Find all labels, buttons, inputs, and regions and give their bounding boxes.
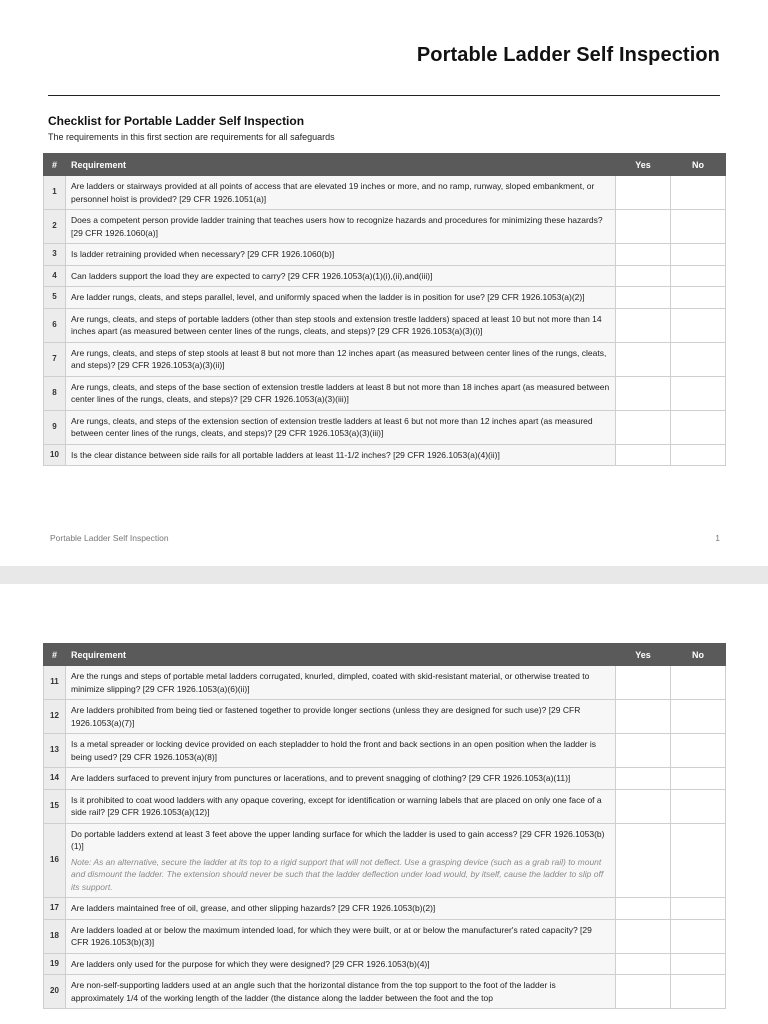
- requirement-text: Are ladder rungs, cleats, and steps parallel, level, and uniformly spaced when the ladder is in position for use? [29 CFR 1926.1053(a)(2)]: [71, 292, 585, 302]
- requirement-cell: [66, 666, 616, 700]
- no-cell[interactable]: [671, 666, 726, 700]
- requirement-cell: [66, 265, 616, 287]
- yes-cell[interactable]: [616, 210, 671, 244]
- no-cell[interactable]: [671, 768, 726, 790]
- table-header-row: [44, 154, 726, 176]
- table-row: [44, 308, 726, 342]
- requirement-cell: [66, 210, 616, 244]
- header-number: #: [44, 154, 66, 176]
- requirement-text: Are ladders prohibited from being tied or fastened together to provide longer sections (unless they are designed for such use)? [29 CFR 1926.1053(a)(7)]: [71, 705, 581, 728]
- row-number: 15: [44, 789, 66, 823]
- header-requirement: Requirement: [66, 154, 616, 176]
- table-row: [44, 176, 726, 210]
- yes-cell[interactable]: [616, 789, 671, 823]
- table-row: [44, 975, 726, 1009]
- table-row: [44, 342, 726, 376]
- footer-page-number: 1: [715, 533, 720, 543]
- no-cell[interactable]: [671, 176, 726, 210]
- row-number: 3: [44, 244, 66, 266]
- no-cell[interactable]: [671, 734, 726, 768]
- requirements-table-1: [43, 153, 726, 466]
- table-row: [44, 700, 726, 734]
- yes-cell[interactable]: [616, 975, 671, 1009]
- header-number: #: [44, 644, 66, 666]
- no-cell[interactable]: [671, 342, 726, 376]
- row-number: 8: [44, 376, 66, 410]
- no-cell[interactable]: [671, 308, 726, 342]
- requirement-cell: [66, 919, 616, 953]
- no-cell[interactable]: [671, 898, 726, 920]
- requirement-text: Can ladders support the load they are expected to carry? [29 CFR 1926.1053(a)(1)(i),(ii),and(iii)]: [71, 270, 433, 281]
- row-number: 18: [44, 919, 66, 953]
- no-cell[interactable]: [671, 789, 726, 823]
- no-cell[interactable]: [671, 919, 726, 953]
- header-requirement: Requirement: [66, 644, 616, 666]
- requirement-cell: [66, 823, 616, 898]
- requirement-text: Are rungs, cleats, and steps of the extension section of extension trestle ladders at least 6 but not more than 12 inches apart (as measured between center lines of the rungs, cleats, and steps)? [29 CFR 1926.1053(a)(3)(iii)]: [71, 415, 593, 438]
- table-row: [44, 898, 726, 920]
- requirements-table-2: [43, 643, 726, 1009]
- requirement-text: Are the rungs and steps of portable metal ladders corrugated, knurled, dimpled, coated with skid-resistant material, or otherwise treated to minimize slipping? [29 CFR 1926.1053(a)(6)(ii)]: [71, 671, 590, 694]
- table-row: [44, 768, 726, 790]
- table-row: [44, 210, 726, 244]
- no-cell[interactable]: [671, 975, 726, 1009]
- requirement-text: Are non-self-supporting ladders used at an angle such that the horizontal distance from the top support to the foot of the ladder is approximately 1/4 of the working length of the ladder (the distance along the ladder between the foot and the top: [71, 980, 556, 1003]
- yes-cell[interactable]: [616, 919, 671, 953]
- requirement-text: Are ladders maintained free of oil, grease, and other slipping hazards? [29 CFR 1926.1053(b)(2)]: [71, 903, 436, 913]
- table-row: [44, 789, 726, 823]
- table-row: [44, 444, 726, 466]
- yes-cell[interactable]: [616, 953, 671, 975]
- yes-cell[interactable]: [616, 666, 671, 700]
- row-number: 11: [44, 666, 66, 700]
- yes-cell[interactable]: [616, 410, 671, 444]
- yes-cell[interactable]: [616, 898, 671, 920]
- requirement-cell: [66, 768, 616, 790]
- requirement-text: Are rungs, cleats, and steps of step stools at least 8 but not more than 12 inches apart (as measured between center lines of the rungs, cleats, and steps)? [29 CFR 1926.1053(a)(3)(ii)]: [71, 347, 607, 370]
- yes-cell[interactable]: [616, 768, 671, 790]
- requirement-cell: [66, 975, 616, 1009]
- yes-cell[interactable]: [616, 734, 671, 768]
- requirement-text: Are ladders or stairways provided at all points of access that are elevated 19 inches or more, and no ramp, runway, sloped embankment, or personnel hoist is provided? [29 CFR 1926.1051(a)]: [71, 181, 595, 204]
- no-cell[interactable]: [671, 953, 726, 975]
- footer-document-name: Portable Ladder Self Inspection: [50, 533, 169, 543]
- header-no: No: [671, 154, 726, 176]
- requirement-text: Do portable ladders extend at least 3 feet above the upper landing surface for which the ladder is used to gain access? [29 CFR 1926.1053(b)(1)]: [71, 828, 605, 851]
- table-row: [44, 265, 726, 287]
- yes-cell[interactable]: [616, 376, 671, 410]
- no-cell[interactable]: [671, 444, 726, 466]
- table-row: [44, 287, 726, 309]
- row-number: 1: [44, 176, 66, 210]
- requirement-text: Is the clear distance between side rails for all portable ladders at least 11-1/2 inches? [29 CFR 1926.1053(a)(4)(ii)]: [71, 449, 500, 460]
- row-number: 16: [44, 823, 66, 898]
- page-2: [0, 584, 768, 1024]
- requirement-text: Are rungs, cleats, and steps of the base section of extension trestle ladders at least 8 but not more than 18 inches apart (as measured between center lines of the rungs, cleats, and steps)? [29 CFR 1926.1053(a)(3)(iii)]: [71, 381, 610, 404]
- row-number: 7: [44, 342, 66, 376]
- requirement-note: Note: As an alternative, secure the ladder at its top to a rigid support that will not deflect. Use a grasping device (such as a grab rail) to mount and dismount the ladder. The extension should never be such that the ladder deflection under load would, by itself, cause the ladder to slip off its support.: [71, 856, 604, 892]
- requirement-text: Is ladder retraining provided when necessary? [29 CFR 1926.1060(b)]: [71, 249, 335, 259]
- table-row: [44, 666, 726, 700]
- row-number: 4: [44, 265, 66, 287]
- row-number: 10: [44, 444, 66, 466]
- table-row: [44, 410, 726, 444]
- table-row: [44, 376, 726, 410]
- table-row: [44, 823, 726, 898]
- yes-cell[interactable]: [616, 342, 671, 376]
- header-no: No: [671, 644, 726, 666]
- checklist-subheading: The requirements in this first section are requirements for all safeguards: [48, 132, 335, 142]
- row-number: 2: [44, 210, 66, 244]
- requirement-text: Is a metal spreader or locking device provided on each stepladder to hold the front and back sections in an open position when the ladder is being used? [29 CFR 1926.1053(a)(8)]: [71, 739, 596, 762]
- row-number: 6: [44, 308, 66, 342]
- row-number: 5: [44, 287, 66, 309]
- title-divider: [48, 95, 720, 96]
- row-number: 9: [44, 410, 66, 444]
- header-yes: Yes: [616, 644, 671, 666]
- header-yes: Yes: [616, 154, 671, 176]
- requirement-text: Are ladders loaded at or below the maximum intended load, for which they were built, or at or below the manufacturer's rated capacity? [29 CFR 1926.1053(b)(3)]: [71, 924, 592, 947]
- requirement-text: Are rungs, cleats, and steps of portable ladders (other than step stools and extension trestle ladders) spaced at least 10 but not more than 14 inches apart (as measured between center lines of the rungs, cleats, and steps)? [29 CFR 1926.1053(a)(3)(i)]: [71, 313, 602, 336]
- yes-cell[interactable]: [616, 287, 671, 309]
- requirement-cell: [66, 734, 616, 768]
- requirement-text: Does a competent person provide ladder training that teaches users how to recognize hazards and procedures for minimizing these hazards? [29 CFR 1926.1060(a)]: [71, 215, 603, 238]
- yes-cell[interactable]: [616, 244, 671, 266]
- table-header-row: [44, 644, 726, 666]
- yes-cell[interactable]: [616, 823, 671, 898]
- table-row: [44, 919, 726, 953]
- row-number: 12: [44, 700, 66, 734]
- requirement-cell: [66, 898, 616, 920]
- checklist-heading: Checklist for Portable Ladder Self Inspection: [48, 114, 305, 128]
- row-number: 20: [44, 975, 66, 1009]
- yes-cell[interactable]: [616, 700, 671, 734]
- requirement-cell: [66, 444, 616, 466]
- document-title: Portable Ladder Self Inspection: [416, 44, 720, 66]
- no-cell[interactable]: [671, 287, 726, 309]
- requirement-cell: [66, 342, 616, 376]
- requirement-cell: [66, 789, 616, 823]
- no-cell[interactable]: [671, 700, 726, 734]
- requirement-text: Are ladders only used for the purpose for which they were designed? [29 CFR 1926.1053(b)(4)]: [71, 958, 430, 969]
- no-cell[interactable]: [671, 244, 726, 266]
- requirement-cell: [66, 308, 616, 342]
- requirement-cell: [66, 410, 616, 444]
- row-number: 13: [44, 734, 66, 768]
- yes-cell[interactable]: [616, 444, 671, 466]
- requirement-cell: [66, 376, 616, 410]
- requirement-cell: [66, 953, 616, 975]
- no-cell[interactable]: [671, 376, 726, 410]
- requirement-cell: [66, 700, 616, 734]
- requirement-cell: [66, 244, 616, 266]
- table-row: [44, 734, 726, 768]
- table-row: [44, 953, 726, 975]
- yes-cell[interactable]: [616, 308, 671, 342]
- row-number: 17: [44, 898, 66, 920]
- row-number: 14: [44, 768, 66, 790]
- yes-cell[interactable]: [616, 265, 671, 287]
- no-cell[interactable]: [671, 210, 726, 244]
- no-cell[interactable]: [671, 823, 726, 898]
- requirement-text: Is it prohibited to coat wood ladders with any opaque covering, except for identification or warning labels that are placed on only one face of a side rail? [29 CFR 1926.1053(a)(12)]: [71, 794, 602, 817]
- requirement-cell: [66, 176, 616, 210]
- no-cell[interactable]: [671, 265, 726, 287]
- no-cell[interactable]: [671, 410, 726, 444]
- requirement-text: Are ladders surfaced to prevent injury from punctures or lacerations, and to prevent snagging of clothing? [29 CFR 1926.1053(a)(11)]: [71, 773, 571, 783]
- row-number: 19: [44, 953, 66, 975]
- table-row: [44, 244, 726, 266]
- yes-cell[interactable]: [616, 176, 671, 210]
- requirement-cell: [66, 287, 616, 309]
